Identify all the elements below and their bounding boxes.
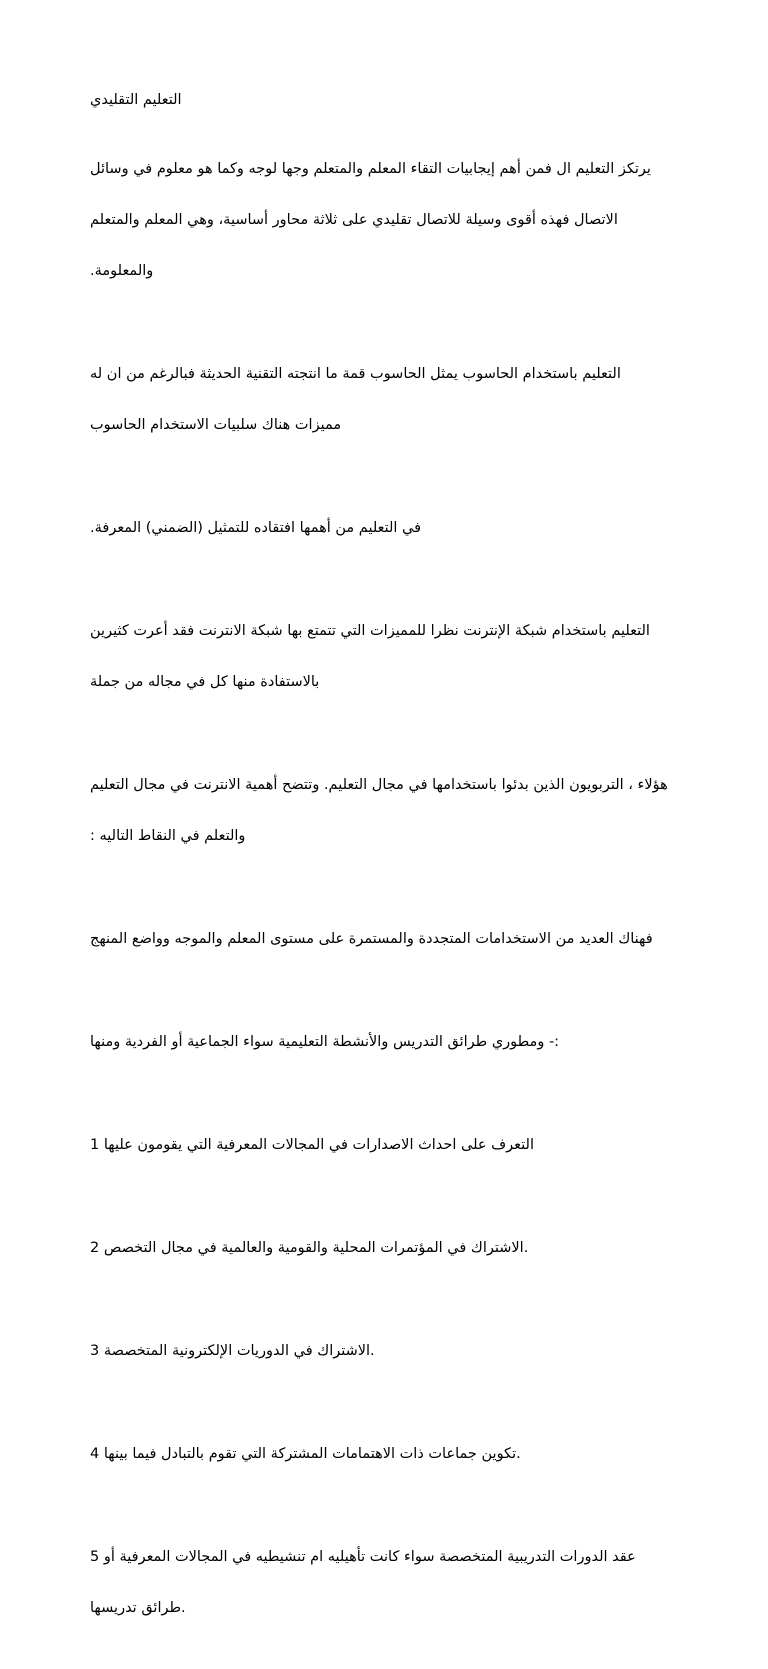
paragraph-uses bbox=[90, 897, 662, 982]
paragraph-line: 3 الاشتراك في الدوريات الإلكترونية المتخصصة. bbox=[90, 1343, 375, 1359]
paragraph-line: 2 الاشتراك في المؤتمرات المحلية والقومية والعالمية في مجال التخصص. bbox=[90, 1240, 529, 1256]
paragraph-developers bbox=[90, 1000, 662, 1085]
list-item-5 bbox=[90, 1515, 662, 1651]
paragraph-line: 4 تكوين جماعات ذات الاهتمامات المشتركة التي تقوم بالتبادل فيما بينها. bbox=[90, 1446, 521, 1462]
paragraph-line: : والتعلم في النقاط التاليه bbox=[90, 828, 246, 844]
paragraph-line: ومطوري طرائق التدريس والأنشطة التعليمية سواء الجماعية أو الفردية ومنها -: bbox=[90, 1034, 560, 1050]
paragraph-line: 1 التعرف على احداث الاصدارات في المجالات المعرفية التي يقومون عليها bbox=[90, 1137, 534, 1153]
paragraph-traditional-education bbox=[90, 127, 662, 314]
paragraph-line: هؤلاء ، التربويون الذين بدئوا باستخدامها في مجال التعليم. وتتضح أهمية الانترنت في مجال التعليم bbox=[90, 777, 668, 793]
paragraph-line: التعليم باستخدام الحاسوب يمثل الحاسوب قمة ما انتجته التقنية الحديثة فبالرغم من ان له bbox=[90, 366, 621, 382]
paragraph-line: .في التعليم من أهمها افتقاده للتمثيل (الضمني) المعرفة bbox=[90, 520, 422, 536]
document-page bbox=[90, 92, 668, 1669]
paragraph-line: 5 عقد الدورات التدريبية المتخصصة سواء كانت تأهيليه ام تنشيطيه في المجالات المعرفية أو bbox=[90, 1549, 636, 1565]
paragraph-line: فهناك العديد من الاستخدامات المتجددة والمستمرة على مستوى المعلم والموجه وواضع المنهج bbox=[90, 931, 653, 947]
paragraph-line: مميزات هناك سلبيات الاستخدام الحاسوب bbox=[90, 417, 342, 433]
list-item-2 bbox=[90, 1206, 662, 1291]
paragraph-computer-education bbox=[90, 332, 662, 468]
paragraph-line: الاتصال فهذه أقوى وسيلة للاتصال تقليدي على ثلاثة محاور أساسية، وهي المعلم والمتعلم bbox=[90, 212, 618, 228]
paragraph-implicit-knowledge bbox=[90, 486, 662, 571]
paragraph-line: التعليم باستخدام شبكة الإنترنت نظرا للمميزات التي تتمتع بها شبكة الانترنت فقد أعرت كثيرين bbox=[90, 623, 650, 639]
document-title: التعليم التقليدي bbox=[90, 92, 182, 108]
list-item-3 bbox=[90, 1309, 662, 1394]
paragraph-internet-education bbox=[90, 589, 662, 725]
paragraph-line: .والمعلومة bbox=[90, 263, 154, 279]
list-item-1 bbox=[90, 1103, 662, 1188]
paragraph-educators bbox=[90, 743, 668, 879]
paragraph-line: يرتكز التعليم ال فمن أهم إيجابيات التقاء المعلم والمتعلم وجها لوجه وكما هو معلوم في وسائل bbox=[90, 161, 651, 177]
paragraph-line: طرائق تدريسها. bbox=[90, 1600, 186, 1616]
paragraph-line: بالاستفادة منها كل في مجاله من جملة bbox=[90, 674, 320, 690]
list-item-4 bbox=[90, 1412, 662, 1497]
